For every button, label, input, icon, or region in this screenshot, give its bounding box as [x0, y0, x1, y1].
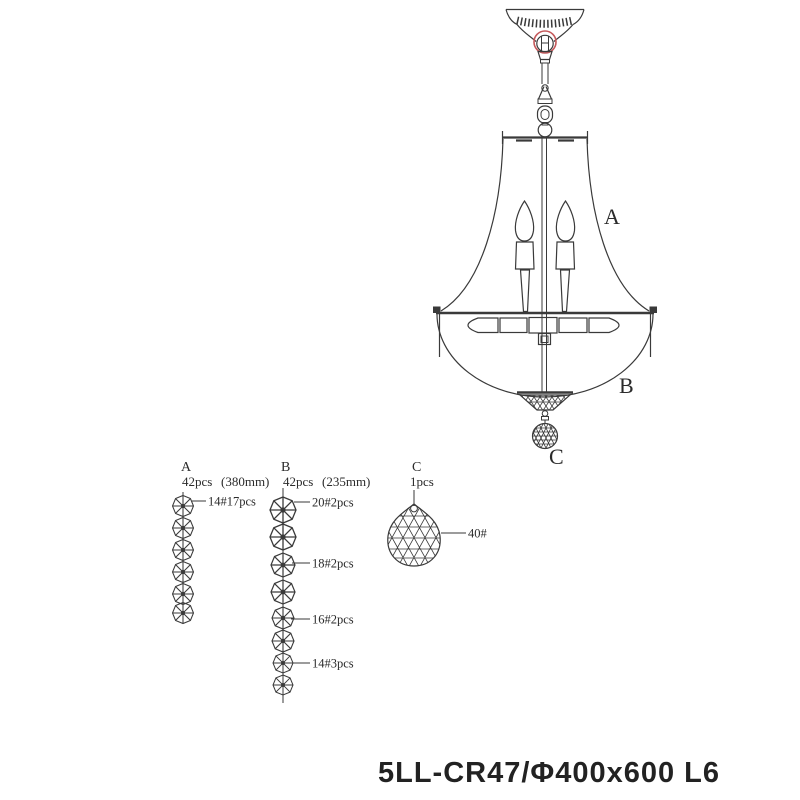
column-c-name: C: [412, 460, 422, 475]
column-b-callout-14: 14#3pcs: [312, 656, 354, 671]
octagon-bead: [271, 580, 295, 604]
canopy-fringe: [517, 21, 573, 24]
column-b-name: B: [281, 460, 291, 475]
column-a-qty: 42pcs: [182, 474, 213, 489]
octagon-bead: [173, 562, 194, 583]
octagon-bead: [173, 603, 194, 624]
octagon-bead: [273, 675, 293, 695]
section-label-b: B: [619, 373, 634, 398]
octagon-bead: [272, 607, 294, 629]
octagon-bead: [173, 496, 194, 517]
column-b-callout-16: 16#2pcs: [312, 612, 354, 627]
frame-top-ball: [538, 123, 552, 137]
candle-left: [515, 201, 534, 312]
chain-link: [538, 106, 553, 123]
octagon-bead: [270, 497, 296, 523]
finial-assembly: [512, 393, 574, 451]
column-a-name: A: [181, 460, 192, 475]
section-label-c: C: [549, 444, 564, 469]
canopy-ball-joint: [537, 35, 553, 59]
column-b-qty: 42pcs: [283, 474, 314, 489]
model-number: 5LL-CR47/Φ400x600 L6: [377, 757, 721, 789]
clevis-connector: [538, 85, 552, 104]
octagon-bead: [173, 540, 194, 561]
octagon-bead: [173, 584, 194, 605]
column-b-callout-20: 20#2pcs: [312, 495, 354, 510]
arm-cluster: [468, 318, 619, 345]
suspension-rod: [541, 60, 550, 85]
column-a-callout: 14#17pcs: [208, 494, 256, 509]
column-a-size: (380mm): [221, 474, 270, 489]
ceiling-canopy: [506, 10, 584, 42]
bottom-ring: [433, 307, 657, 358]
octagon-bead: [173, 518, 194, 539]
column-b-callout-18: 18#2pcs: [312, 556, 354, 571]
column-c-qty: 1pcs: [410, 474, 434, 489]
column-c-callout: 40#: [468, 526, 487, 541]
octagon-bead: [270, 524, 296, 550]
candle-right: [556, 201, 575, 312]
parts-column-c: [352, 460, 488, 570]
parts-column-b: [270, 460, 370, 703]
parts-column-a: [173, 460, 270, 624]
column-b-size: (235mm): [322, 474, 371, 489]
section-label-a: A: [604, 204, 620, 229]
octagon-bead: [271, 553, 295, 577]
top-ring-bar: [503, 131, 588, 144]
crystal-ball-facets: [352, 498, 476, 570]
octagon-bead: [272, 630, 294, 652]
central-stem: [542, 138, 547, 393]
